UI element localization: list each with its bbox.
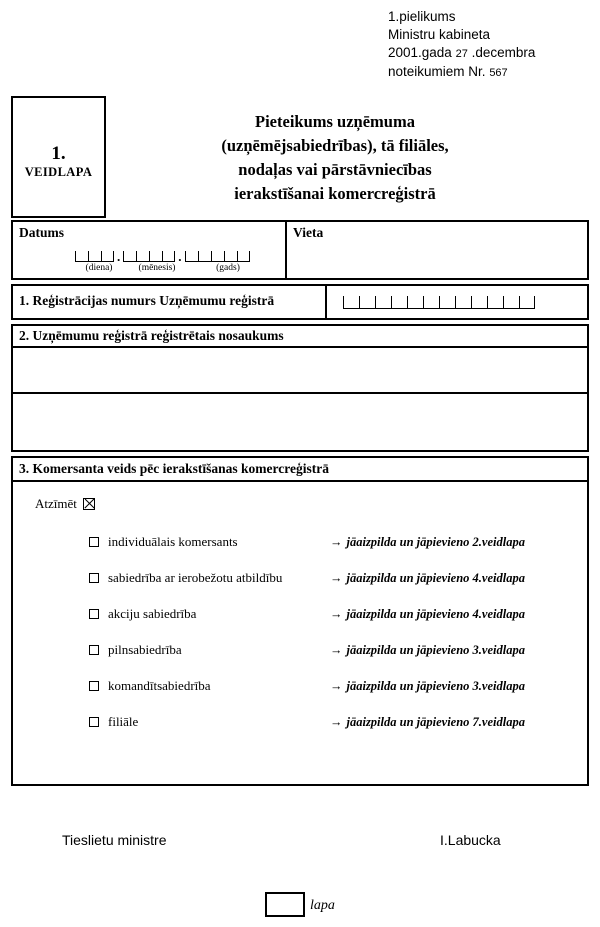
option-note bbox=[330, 571, 525, 586]
title-line-2: (uzņēmējsabiedrības), tā filiāles, bbox=[221, 136, 449, 155]
form-number-label: VEIDLAPA bbox=[24, 165, 93, 179]
comb-cell[interactable] bbox=[503, 296, 519, 309]
date-day-cells[interactable] bbox=[75, 251, 114, 262]
arrow-right-icon: → bbox=[330, 606, 343, 621]
comb-cell[interactable] bbox=[211, 251, 224, 262]
checkbox-sia[interactable] bbox=[89, 573, 99, 583]
header-date-prefix: 2001.gada bbox=[388, 45, 452, 60]
title-line-4: ierakstīšanai komercreģistrā bbox=[234, 184, 436, 203]
comb-cell[interactable] bbox=[439, 296, 455, 309]
date-label: Datums bbox=[19, 225, 65, 240]
option-note bbox=[330, 607, 525, 622]
checkbox-filiale[interactable] bbox=[89, 717, 99, 727]
option-label: pilnsabiedrība bbox=[108, 642, 182, 657]
date-captions bbox=[75, 263, 271, 273]
arrow-right-icon: → bbox=[330, 570, 343, 585]
comb-cell[interactable] bbox=[359, 296, 375, 309]
header-line-date bbox=[388, 44, 535, 63]
comb-cell[interactable] bbox=[375, 296, 391, 309]
comb-cell[interactable] bbox=[88, 251, 101, 262]
section-registration-number bbox=[11, 284, 589, 320]
date-input-comb[interactable] bbox=[75, 248, 271, 273]
option-label: filiāle bbox=[108, 714, 139, 729]
date-caption-year: (gads) bbox=[216, 263, 240, 273]
option-label: sabiedrība ar ierobežotu atbildību bbox=[108, 570, 283, 585]
form-number: 1. bbox=[51, 143, 66, 164]
registered-name-input-1[interactable] bbox=[13, 348, 587, 392]
registration-number-input[interactable] bbox=[343, 296, 535, 309]
date-year-cells[interactable] bbox=[185, 251, 250, 262]
comb-cell[interactable] bbox=[101, 251, 114, 262]
arrow-right-icon: → bbox=[330, 678, 343, 693]
option-row[interactable] bbox=[13, 596, 587, 632]
option-note-text: jāaizpilda un jāpievieno 3.veidlapa bbox=[346, 642, 525, 657]
page-number-label: lapa bbox=[310, 898, 335, 913]
place-label: Vieta bbox=[293, 225, 324, 240]
date-place-row bbox=[11, 220, 589, 280]
comb-cell[interactable] bbox=[487, 296, 503, 309]
option-note bbox=[330, 643, 525, 658]
comb-cell[interactable] bbox=[198, 251, 211, 262]
mark-instruction bbox=[35, 496, 587, 512]
date-caption-month: (mēnesis) bbox=[138, 263, 176, 273]
option-label: akciju sabiedrība bbox=[108, 606, 197, 621]
option-note-text: jāaizpilda un jāpievieno 7.veidlapa bbox=[346, 714, 525, 729]
header-date-day: 27 bbox=[455, 48, 468, 60]
arrow-right-icon: → bbox=[330, 534, 343, 549]
option-note bbox=[330, 715, 525, 730]
section-merchant-type bbox=[11, 456, 589, 786]
option-label: komandītsabiedrība bbox=[108, 678, 211, 693]
option-note bbox=[330, 535, 525, 550]
title-line-3: nodaļas vai pārstāvniecības bbox=[238, 160, 432, 179]
checkbox-akciju-sabiedriba[interactable] bbox=[89, 609, 99, 619]
option-row[interactable] bbox=[13, 632, 587, 668]
comb-cell[interactable] bbox=[407, 296, 423, 309]
comb-cell[interactable] bbox=[136, 251, 149, 262]
header-regulation-number: 567 bbox=[489, 67, 508, 79]
mark-instruction-label: Atzīmēt bbox=[35, 496, 77, 511]
comb-cell[interactable] bbox=[123, 251, 136, 262]
document-header bbox=[388, 8, 535, 82]
date-month-cells[interactable] bbox=[123, 251, 175, 262]
merchant-type-options bbox=[13, 524, 587, 740]
comb-cell[interactable] bbox=[471, 296, 487, 309]
comb-cell[interactable] bbox=[75, 251, 88, 262]
option-note bbox=[330, 679, 525, 694]
date-caption-day: (diena) bbox=[85, 263, 113, 273]
option-label: individuālais komersants bbox=[108, 534, 238, 549]
option-note-text: jāaizpilda un jāpievieno 4.veidlapa bbox=[346, 606, 525, 621]
comb-cell[interactable] bbox=[423, 296, 439, 309]
checkbox-individualais-komersants[interactable] bbox=[89, 537, 99, 547]
header-line-annex: 1.pielikums bbox=[388, 9, 456, 24]
comb-cell[interactable] bbox=[343, 296, 359, 309]
comb-cell[interactable] bbox=[391, 296, 407, 309]
form-number-box bbox=[11, 96, 106, 218]
merchant-type-label: 3. Komersanta veids pēc ierakstīšanas komercreģistrā bbox=[13, 458, 587, 482]
date-separator-1: . bbox=[117, 249, 121, 264]
header-line-regulation bbox=[388, 63, 535, 82]
option-row[interactable] bbox=[13, 704, 587, 740]
page-number-box[interactable] bbox=[265, 892, 305, 917]
date-cell[interactable] bbox=[13, 222, 287, 278]
arrow-right-icon: → bbox=[330, 714, 343, 729]
comb-cell[interactable] bbox=[185, 251, 198, 262]
page-title bbox=[115, 110, 555, 206]
registration-number-label: 1. Reģistrācijas numurs Uzņēmumu reģistrā bbox=[13, 286, 327, 318]
option-row[interactable] bbox=[13, 560, 587, 596]
option-row[interactable] bbox=[13, 524, 587, 560]
registered-name-label: 2. Uzņēmumu reģistrā reģistrētais nosaukums bbox=[13, 326, 587, 348]
signature-name: I.Labucka bbox=[440, 832, 501, 848]
x-mark-icon bbox=[83, 498, 95, 510]
checkbox-komanditsabiedriba[interactable] bbox=[89, 681, 99, 691]
header-regulation-prefix: noteikumiem Nr. bbox=[388, 64, 486, 79]
option-note-text: jāaizpilda un jāpievieno 4.veidlapa bbox=[346, 570, 525, 585]
option-note-text: jāaizpilda un jāpievieno 3.veidlapa bbox=[346, 678, 525, 693]
comb-cell[interactable] bbox=[237, 251, 250, 262]
option-note-text: jāaizpilda un jāpievieno 2.veidlapa bbox=[346, 534, 525, 549]
checkbox-pilnsabiedriba[interactable] bbox=[89, 645, 99, 655]
option-row[interactable] bbox=[13, 668, 587, 704]
comb-cell[interactable] bbox=[519, 296, 535, 309]
comb-cell[interactable] bbox=[455, 296, 471, 309]
registered-name-input-2[interactable] bbox=[13, 394, 587, 450]
header-date-suffix: .decembra bbox=[471, 45, 536, 60]
comb-cell[interactable] bbox=[162, 251, 175, 262]
header-line-cabinet: Ministru kabineta bbox=[388, 27, 491, 42]
place-cell[interactable] bbox=[287, 222, 589, 278]
comb-cell[interactable] bbox=[149, 251, 162, 262]
section-registered-name bbox=[11, 324, 589, 452]
title-line-1: Pieteikums uzņēmuma bbox=[255, 112, 415, 131]
comb-cell[interactable] bbox=[224, 251, 237, 262]
arrow-right-icon: → bbox=[330, 642, 343, 657]
signature-title: Tieslietu ministre bbox=[62, 832, 167, 848]
date-separator-2: . bbox=[178, 249, 182, 264]
